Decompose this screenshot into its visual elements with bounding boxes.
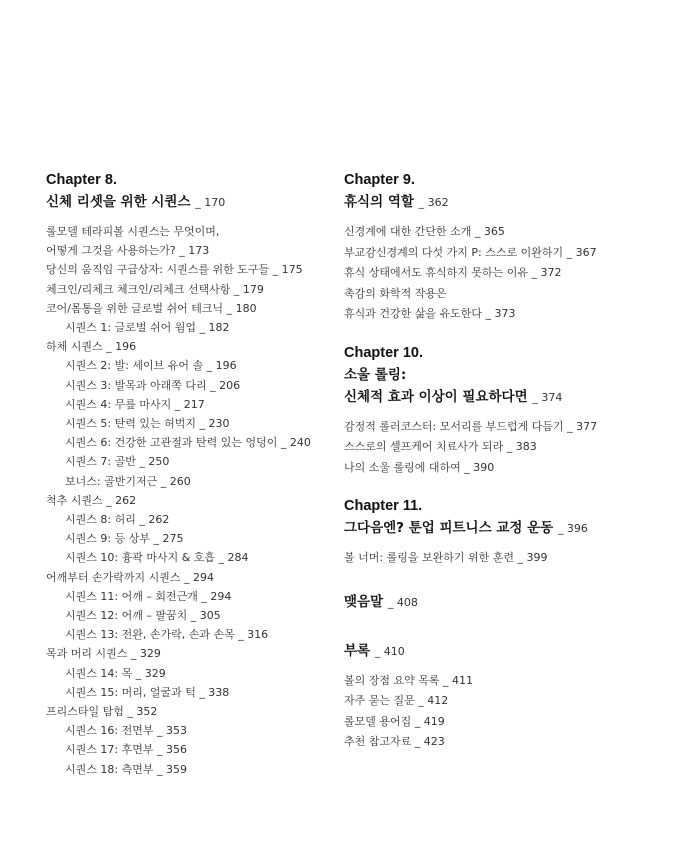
chapter-9 [344,170,684,325]
toc-subentry: 시퀀스 16: 전면부 _ 353 [65,724,187,738]
toc-entry: 체크인/리체크 체크인/리체크 선택사항 _ 179 [46,282,264,296]
toc-subentry: 시퀀스 6: 건강한 고관절과 탄력 있는 엉덩이 _ 240 [65,436,311,450]
toc-subentry: 시퀀스 17: 후면부 _ 356 [65,743,187,757]
toc-entry: 신경계에 대한 간단한 소개 _ 365 [344,225,505,238]
toc-entry: 촉감의 화학적 작용은 [344,286,447,300]
chapter-9-title-text: 휴식의 역할 [344,194,414,210]
toc-entry: 목과 머리 시퀀스 _ 329 [46,647,161,661]
toc-entry: 롤모델 용어집 _ 419 [344,714,445,728]
toc-entry: 휴식 상태에서도 휴식하지 못하는 이유 _ 372 [344,266,562,279]
toc-subentry: 보너스: 골반기저근 _ 260 [65,474,191,488]
toc-left-column [46,170,346,779]
closing-page: _ 408 [387,595,418,609]
toc-subentry: 시퀀스 7: 골반 _ 250 [65,455,170,469]
closing-title [344,591,684,614]
toc-entry: 어깨부터 손가락까지 시퀀스 _ 294 [46,570,214,584]
closing-title-text: 맺음말 [344,593,384,610]
toc-entry: 부교감신경계의 다섯 가지 P: 스스로 이완하기 _ 367 [344,245,597,259]
toc-entry: 휴식과 건강한 삶을 유도한다 _ 373 [344,307,516,320]
toc-subentry: 시퀀스 15: 머리, 얼굴과 턱 _ 338 [65,685,230,699]
chapter-10-heading: Chapter 10. [344,344,423,361]
chapter-11-entries [344,548,684,569]
chapter-9-heading: Chapter 9. [344,172,415,188]
chapter-10-title-text: 신체적 효과 이상이 필요하다면 [344,388,528,405]
chapter-10-title [344,386,684,409]
appendix-entries [344,671,684,753]
toc-entry: 척추 시퀀스 _ 262 [46,493,137,507]
chapter-11-title-text: 그다음엔? 툰업 피트니스 교정 운동 [344,520,554,536]
toc-subentry: 시퀀스 3: 발목과 아래쪽 다리 _ 206 [65,378,241,392]
chapter-10-page: _ 374 [532,390,563,404]
appendix-title-text: 부록 [344,642,371,659]
chapter-10 [344,343,684,479]
chapter-8-page: _ 170 [195,196,226,209]
toc-entry: 당신의 움직임 구급상자: 시퀀스를 위한 도구들 _ 175 [46,263,303,277]
chapter-10-title-line1: 소울 롤링: [344,366,407,383]
toc-entry: 코어/몸통을 위한 글로벌 쉬어 테크닉 _ 180 [46,301,257,315]
chapter-11-page: _ 396 [557,522,588,535]
chapter-8-heading: Chapter 8. [46,172,117,188]
toc-subentry: 시퀀스 5: 탄력 있는 허벅지 _ 230 [65,417,230,431]
toc-entry: 하체 시퀀스 _ 196 [46,340,137,354]
chapter-9-page: _ 362 [418,196,449,209]
toc-subentry: 시퀀스 10: 흉곽 마사지 & 호흡 _ 284 [65,551,249,565]
chapter-11-title [344,517,684,540]
chapter-8-title-text: 신체 리셋을 위한 시퀀스 [46,194,191,210]
toc-entry: 어떻게 그것을 사용하는가? _ 173 [46,244,210,258]
toc-subentry: 시퀀스 13: 전완, 손가락, 손과 손목 _ 316 [65,628,269,642]
toc-subentry: 시퀀스 18: 측면부 _ 359 [65,762,187,776]
toc-entry: 롤모델 테라피볼 시퀀스는 무엇이며, [46,225,220,238]
toc-entry: 감정적 롤러코스터: 모서리를 부드럽게 다듬기 _ 377 [344,419,598,433]
toc-entry: 볼의 장점 요약 목록 _ 411 [344,673,473,687]
toc-subentry: 시퀀스 9: 등 상부 _ 275 [65,532,184,546]
toc-subentry: 시퀀스 4: 무릎 마사지 _ 217 [65,397,205,411]
appendix-section [344,640,684,753]
chapter-10-entries [344,417,684,479]
chapter-8-entries [46,222,346,779]
toc-subentry: 시퀀스 2: 발: 세이브 유어 솔 _ 196 [65,359,237,373]
appendix-page: _ 410 [374,644,405,658]
toc-entry: 추천 참고자료 _ 423 [344,735,445,748]
closing-section [344,591,684,614]
toc-subentry: 시퀀스 8: 허리 _ 262 [65,513,170,527]
toc-entry: 자주 묻는 질문 _ 412 [344,694,449,707]
appendix-title [344,640,684,663]
toc-subentry: 시퀀스 1: 글로벌 쉬어 웜업 _ 182 [65,321,230,335]
toc-subentry: 시퀀스 11: 어깨 – 회전근개 _ 294 [65,589,232,603]
toc-entry: 나의 소울 롤링에 대하여 _ 390 [344,460,495,474]
chapter-8-title [46,191,346,214]
toc-entry: 볼 너머: 롤링을 보완하기 위한 훈련 _ 399 [344,551,548,564]
chapter-11-heading: Chapter 11. [344,498,423,514]
toc-entry: 스스로의 셀프케어 치료사가 되라 _ 383 [344,440,537,453]
chapter-9-title [344,191,684,214]
chapter-11 [344,496,684,569]
toc-subentry: 시퀀스 14: 목 _ 329 [65,666,166,680]
toc-right-column [344,170,684,771]
chapter-9-entries [344,222,684,325]
toc-entry: 프리스타일 탐험 _ 352 [46,705,158,719]
toc-subentry: 시퀀스 12: 어깨 – 팔꿈치 _ 305 [65,609,221,623]
